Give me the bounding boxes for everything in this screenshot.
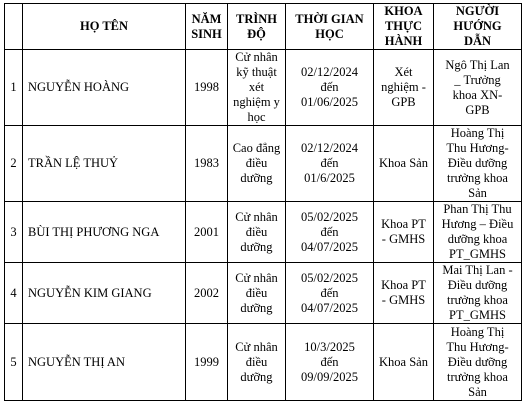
cell-mentor-line: trưởng khoa	[447, 171, 508, 185]
cell-period	[286, 126, 374, 202]
cell-name: NGUYỄN THỊ AN	[23, 324, 186, 401]
cell-dept-line: Khoa Sản	[379, 156, 428, 170]
cell-degree-line: Cử nhân	[235, 339, 278, 354]
cell-period	[286, 263, 374, 324]
cell-name: NGUYỄN KIM GIANG	[23, 263, 186, 324]
cell-mentor-line: Hoàng Thị	[450, 126, 505, 140]
cell-dept	[374, 324, 434, 401]
cell-degree	[228, 126, 286, 202]
cell-dept-line: Xét	[394, 65, 413, 79]
cell-degree-line: Cử nhân	[235, 270, 278, 285]
cell-dept	[374, 50, 434, 126]
cell-name: BÙI THỊ PHƯƠNG NGA	[23, 202, 186, 263]
cell-mentor-line: Ngô Thị Lan	[445, 57, 510, 72]
header-degree	[228, 4, 286, 50]
cell-dept	[374, 202, 434, 263]
cell-period-line: 05/02/2025	[301, 209, 358, 224]
cell-dept-line: Khoa PT	[381, 217, 426, 231]
header-degree-line: TRÌNH	[236, 11, 277, 26]
cell-mentor-line: Hương – Điều	[441, 217, 514, 231]
cell-dept-line: nghiệm -	[381, 80, 426, 94]
cell-period-line: 05/02/2025	[301, 270, 358, 285]
trainee-table	[4, 3, 522, 401]
cell-period-line: 01/6/2025	[304, 171, 355, 185]
cell-degree-line: Cao đẳng	[232, 141, 281, 155]
cell-mentor-line: Sản	[468, 186, 487, 200]
cell-period-line: 10/3/2025	[304, 339, 355, 354]
cell-period-line: 04/07/2025	[301, 300, 358, 315]
table-row	[5, 324, 522, 401]
cell-degree-line: xét	[248, 80, 265, 94]
cell-mentor-line: trưởng khoa	[447, 293, 508, 307]
cell-period-line: đến	[320, 80, 339, 94]
cell-mentor-line: Thu Hương-	[446, 339, 509, 354]
cell-mentor-line: PT_GMHS	[449, 308, 506, 322]
cell-mentor-line: Sản	[468, 384, 487, 399]
cell-degree-line: Cử nhân	[235, 50, 278, 64]
cell-year: 1999	[186, 324, 228, 401]
cell-year: 2001	[186, 202, 228, 263]
cell-period-line: 09/09/2025	[301, 369, 358, 384]
cell-dept	[374, 263, 434, 324]
header-dept-line: THỰC	[384, 19, 423, 33]
cell-degree	[228, 202, 286, 263]
cell-degree-line: dưỡng	[240, 171, 273, 185]
cell-dept-line: Khoa PT	[381, 278, 426, 292]
cell-mentor-line: Phan Thị Thu	[443, 202, 512, 216]
cell-mentor	[434, 263, 522, 324]
cell-degree	[228, 50, 286, 126]
cell-degree-line: học	[247, 110, 266, 124]
cell-degree-line: dưỡng	[240, 300, 273, 315]
cell-mentor	[434, 50, 522, 126]
header-mentor	[434, 4, 522, 50]
cell-degree-line: dưỡng	[240, 239, 273, 254]
header-period	[286, 4, 374, 50]
cell-mentor-line: khoa XN-	[452, 87, 503, 102]
cell-mentor-line: Thu Hương-	[446, 141, 509, 155]
header-row	[5, 4, 522, 50]
cell-dept-line: - GMHS	[381, 232, 426, 246]
cell-mentor-line: _ Trưởng	[454, 72, 501, 87]
cell-period-line: 04/07/2025	[301, 239, 358, 254]
cell-mentor-line: Điều dưỡng	[447, 278, 508, 292]
table-row	[5, 263, 522, 324]
cell-stt: 1	[5, 50, 23, 126]
header-dept-line: HÀNH	[384, 34, 423, 48]
table-row	[5, 202, 522, 263]
cell-dept-line: Khoa Sản	[379, 354, 428, 369]
header-mentor-line: HƯỚNG	[453, 19, 502, 33]
cell-dept	[374, 126, 434, 202]
cell-dept-line: GPB	[391, 95, 416, 109]
cell-period-line: 01/06/2025	[301, 95, 358, 109]
table-body	[5, 50, 522, 401]
cell-year: 1998	[186, 50, 228, 126]
cell-period-line: đến	[320, 285, 339, 300]
cell-mentor-line: Điều dưỡng	[447, 354, 508, 369]
cell-degree-line: điều	[245, 224, 268, 239]
cell-degree-line: điều	[245, 156, 268, 170]
cell-period-line: 02/12/2024	[301, 65, 358, 79]
cell-stt: 4	[5, 263, 23, 324]
cell-mentor-line: GPB	[465, 102, 490, 117]
cell-degree	[228, 263, 286, 324]
header-stt	[5, 4, 23, 50]
cell-degree-line: kỹ thuật	[236, 65, 277, 79]
cell-mentor-line: trưởng khoa	[447, 369, 508, 384]
cell-degree-line: dưỡng	[240, 369, 273, 384]
cell-period	[286, 50, 374, 126]
cell-mentor-line: Điều dưỡng	[447, 156, 508, 170]
cell-degree-line: điều	[245, 354, 268, 369]
cell-mentor-line: Hoàng Thị	[450, 324, 505, 339]
header-name: HỌ TÊN	[23, 4, 186, 50]
header-period-line: HỌC	[315, 26, 344, 41]
header-dept-line: KHOA	[384, 4, 423, 18]
table-row	[5, 126, 522, 202]
cell-name: NGUYỄN HOÀNG	[23, 50, 186, 126]
cell-period-line: đến	[320, 224, 339, 239]
cell-mentor	[434, 324, 522, 401]
cell-stt: 5	[5, 324, 23, 401]
header-period-line: THỜI GIAN	[295, 11, 364, 26]
cell-degree-line: điều	[245, 285, 268, 300]
header-year-line: NĂM	[191, 11, 222, 26]
header-year	[186, 4, 228, 50]
cell-year: 2002	[186, 263, 228, 324]
cell-period-line: đến	[320, 354, 339, 369]
header-year-line: SINH	[191, 26, 222, 41]
cell-degree	[228, 324, 286, 401]
cell-period-line: 02/12/2024	[301, 141, 358, 155]
header-mentor-line: NGƯỜI	[455, 4, 500, 18]
cell-period-line: đến	[320, 156, 339, 170]
cell-degree-line: Cử nhân	[235, 209, 278, 224]
header-dept	[374, 4, 434, 50]
table-row	[5, 50, 522, 126]
cell-stt: 2	[5, 126, 23, 202]
cell-year: 1983	[186, 126, 228, 202]
cell-period	[286, 324, 374, 401]
cell-mentor	[434, 202, 522, 263]
cell-stt: 3	[5, 202, 23, 263]
cell-period	[286, 202, 374, 263]
header-mentor-line: DẪN	[463, 34, 492, 48]
cell-mentor	[434, 126, 522, 202]
cell-dept-line: - GMHS	[381, 293, 426, 307]
cell-name: TRẦN LỆ THUỶ	[23, 126, 186, 202]
cell-mentor-line: Mai Thị Lan -	[442, 263, 513, 277]
cell-mentor-line: dưỡng khoa	[447, 232, 508, 246]
cell-mentor-line: PT_GMHS	[449, 247, 506, 261]
header-degree-line: ĐỘ	[247, 26, 266, 41]
cell-degree-line: nghiệm y	[233, 95, 280, 109]
trainee-table-container	[4, 3, 522, 401]
